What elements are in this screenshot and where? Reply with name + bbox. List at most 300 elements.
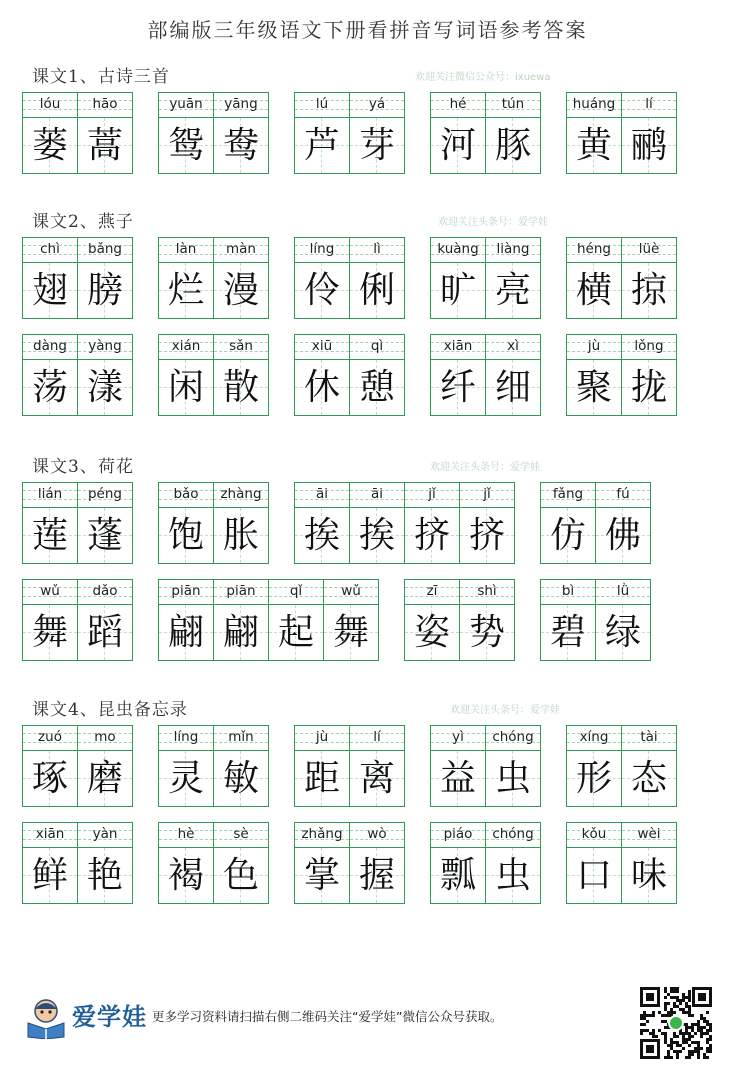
hanzi-character: 芽 bbox=[358, 125, 395, 166]
pinyin-line bbox=[23, 335, 77, 360]
pinyin-line bbox=[350, 93, 404, 118]
tianzige-grid bbox=[541, 508, 595, 563]
tianzige-grid bbox=[78, 263, 132, 318]
lesson-title: 课文2、燕子 bbox=[32, 212, 134, 232]
hanzi-character: 鹂 bbox=[630, 125, 667, 166]
pinyin-text: líng bbox=[173, 729, 199, 745]
word-box bbox=[158, 579, 379, 661]
pinyin-line bbox=[460, 483, 514, 508]
pinyin-text: āi bbox=[370, 486, 384, 502]
hanzi-character: 胀 bbox=[222, 515, 259, 556]
word-box bbox=[22, 237, 133, 319]
hanzi-character: 益 bbox=[439, 758, 476, 799]
character-cell bbox=[23, 726, 77, 806]
character-cell bbox=[295, 335, 349, 415]
tianzige-grid bbox=[431, 360, 485, 415]
hanzi-character: 仿 bbox=[549, 515, 586, 556]
hanzi-character: 艳 bbox=[86, 855, 123, 896]
pinyin-text: kǒu bbox=[581, 826, 607, 842]
word-box bbox=[158, 334, 269, 416]
word-box bbox=[430, 822, 541, 904]
character-cell bbox=[213, 823, 268, 903]
hanzi-character: 挨 bbox=[358, 515, 395, 556]
pinyin-line bbox=[23, 580, 77, 605]
pinyin-line bbox=[78, 238, 132, 263]
pinyin-text: héng bbox=[577, 241, 611, 257]
hanzi-character: 蒌 bbox=[31, 125, 68, 166]
hanzi-character: 碧 bbox=[549, 612, 586, 653]
pinyin-line bbox=[78, 483, 132, 508]
word-box bbox=[430, 334, 541, 416]
pinyin-text: xiān bbox=[35, 826, 65, 842]
pinyin-text: màn bbox=[226, 241, 256, 257]
character-cell bbox=[567, 93, 621, 173]
word-box bbox=[404, 579, 515, 661]
hanzi-character: 细 bbox=[494, 367, 531, 408]
word-box bbox=[22, 579, 133, 661]
hanzi-character: 舞 bbox=[31, 612, 68, 653]
character-cell bbox=[621, 726, 676, 806]
tianzige-grid bbox=[295, 360, 349, 415]
hanzi-character: 鸳 bbox=[167, 125, 204, 166]
pinyin-text: hāo bbox=[92, 96, 118, 112]
word-row bbox=[22, 92, 722, 174]
tianzige-grid bbox=[23, 605, 77, 660]
pinyin-text: mo bbox=[94, 729, 116, 745]
character-cell bbox=[621, 93, 676, 173]
word-box bbox=[566, 725, 677, 807]
tianzige-grid bbox=[622, 118, 676, 173]
tianzige-grid bbox=[324, 605, 378, 660]
tianzige-grid bbox=[460, 605, 514, 660]
tianzige-grid bbox=[214, 751, 268, 806]
word-row bbox=[22, 579, 722, 661]
hanzi-character: 敏 bbox=[222, 758, 259, 799]
character-cell bbox=[459, 483, 514, 563]
character-cell bbox=[485, 823, 540, 903]
pinyin-line bbox=[350, 726, 404, 751]
word-box bbox=[294, 482, 515, 564]
hanzi-character: 握 bbox=[358, 855, 395, 896]
watermark-text: 欢迎关注头条号：爱学娃 bbox=[438, 217, 548, 228]
character-cell bbox=[213, 335, 268, 415]
tianzige-grid bbox=[78, 118, 132, 173]
tianzige-grid bbox=[214, 118, 268, 173]
character-cell bbox=[77, 823, 132, 903]
pinyin-text: jǐ bbox=[483, 486, 491, 502]
tianzige-grid bbox=[23, 263, 77, 318]
character-cell bbox=[323, 580, 378, 660]
hanzi-character: 横 bbox=[575, 270, 612, 311]
word-box bbox=[566, 92, 677, 174]
character-cell bbox=[431, 335, 485, 415]
pinyin-text: zī bbox=[426, 583, 438, 599]
pinyin-text: sè bbox=[233, 826, 249, 842]
pinyin-text: lüè bbox=[638, 241, 660, 257]
pinyin-text: yàn bbox=[92, 826, 118, 842]
pinyin-text: bǎng bbox=[88, 241, 122, 257]
character-cell bbox=[621, 238, 676, 318]
tianzige-grid bbox=[159, 848, 213, 903]
character-cell bbox=[77, 335, 132, 415]
qr-code-icon[interactable] bbox=[638, 985, 714, 1061]
word-row bbox=[22, 237, 722, 319]
character-cell bbox=[295, 483, 349, 563]
hanzi-character: 琢 bbox=[31, 758, 68, 799]
hanzi-character: 姿 bbox=[413, 612, 450, 653]
character-cell bbox=[621, 823, 676, 903]
hanzi-character: 距 bbox=[303, 758, 340, 799]
pinyin-text: piān bbox=[171, 583, 201, 599]
pinyin-text: jǐ bbox=[428, 486, 436, 502]
pinyin-text: xíng bbox=[579, 729, 609, 745]
hanzi-character: 蒿 bbox=[86, 125, 123, 166]
pinyin-line bbox=[460, 580, 514, 605]
pinyin-text: yāng bbox=[224, 96, 258, 112]
character-cell bbox=[567, 238, 621, 318]
pinyin-text: lǜ bbox=[616, 583, 630, 599]
hanzi-character: 口 bbox=[575, 855, 612, 896]
pinyin-text: liàng bbox=[496, 241, 530, 257]
character-cell bbox=[23, 238, 77, 318]
pinyin-text: fǎng bbox=[552, 486, 584, 502]
pinyin-text: āi bbox=[315, 486, 329, 502]
character-cell bbox=[213, 483, 268, 563]
tianzige-grid bbox=[567, 751, 621, 806]
character-cell bbox=[485, 238, 540, 318]
pinyin-line bbox=[596, 483, 650, 508]
tianzige-grid bbox=[214, 605, 268, 660]
character-cell bbox=[431, 823, 485, 903]
character-cell bbox=[159, 823, 213, 903]
hanzi-character: 掠 bbox=[630, 270, 667, 311]
pinyin-line bbox=[78, 726, 132, 751]
pinyin-line bbox=[622, 238, 676, 263]
tianzige-grid bbox=[78, 360, 132, 415]
pinyin-line bbox=[159, 726, 213, 751]
pinyin-text: yuān bbox=[169, 96, 203, 112]
pinyin-text: zhǎng bbox=[301, 826, 343, 842]
pinyin-text: mǐn bbox=[228, 729, 254, 745]
pinyin-text: zhàng bbox=[220, 486, 262, 502]
character-cell bbox=[431, 93, 485, 173]
character-cell bbox=[23, 580, 77, 660]
lesson-section bbox=[22, 452, 722, 676]
pinyin-line bbox=[486, 823, 540, 848]
hanzi-character: 褐 bbox=[167, 855, 204, 896]
watermark-text: 欢迎关注头条号：爱学娃 bbox=[430, 462, 540, 473]
character-cell bbox=[485, 726, 540, 806]
pinyin-text: piáo bbox=[443, 826, 473, 842]
character-cell bbox=[77, 726, 132, 806]
character-cell bbox=[77, 93, 132, 173]
pinyin-line bbox=[405, 483, 459, 508]
hanzi-character: 拢 bbox=[630, 367, 667, 408]
pinyin-line bbox=[214, 93, 268, 118]
lesson-title: 课文1、古诗三首 bbox=[32, 67, 170, 87]
tianzige-grid bbox=[159, 751, 213, 806]
character-cell bbox=[295, 238, 349, 318]
pinyin-text: lì bbox=[373, 241, 381, 257]
hanzi-character: 蹈 bbox=[86, 612, 123, 653]
pinyin-text: xiū bbox=[311, 338, 333, 354]
pinyin-line bbox=[567, 335, 621, 360]
pinyin-text: shì bbox=[477, 583, 497, 599]
tianzige-grid bbox=[350, 751, 404, 806]
hanzi-character: 闲 bbox=[167, 367, 204, 408]
footer bbox=[0, 985, 735, 1045]
pinyin-line bbox=[622, 823, 676, 848]
character-cell bbox=[23, 335, 77, 415]
pinyin-text: bì bbox=[561, 583, 575, 599]
hanzi-character: 鸯 bbox=[222, 125, 259, 166]
character-cell bbox=[567, 335, 621, 415]
pinyin-line bbox=[78, 93, 132, 118]
word-box bbox=[540, 579, 651, 661]
hanzi-character: 鲜 bbox=[31, 855, 68, 896]
lesson-title: 课文3、荷花 bbox=[32, 457, 134, 477]
pinyin-text: wèi bbox=[637, 826, 661, 842]
character-cell bbox=[349, 93, 404, 173]
pinyin-text: yá bbox=[368, 96, 386, 112]
tianzige-grid bbox=[23, 751, 77, 806]
hanzi-character: 豚 bbox=[494, 125, 531, 166]
tianzige-grid bbox=[431, 848, 485, 903]
pinyin-text: sǎn bbox=[229, 338, 253, 354]
pinyin-line bbox=[214, 335, 268, 360]
tianzige-grid bbox=[159, 118, 213, 173]
pinyin-line bbox=[350, 238, 404, 263]
pinyin-text: líng bbox=[309, 241, 335, 257]
pinyin-line bbox=[295, 93, 349, 118]
tianzige-grid bbox=[486, 118, 540, 173]
pinyin-text: chóng bbox=[492, 729, 534, 745]
hanzi-character: 休 bbox=[303, 367, 340, 408]
tianzige-grid bbox=[567, 360, 621, 415]
hanzi-character: 伶 bbox=[303, 270, 340, 311]
pinyin-text: zuó bbox=[38, 729, 62, 745]
pinyin-text: làn bbox=[175, 241, 197, 257]
tianzige-grid bbox=[78, 848, 132, 903]
pinyin-text: wò bbox=[367, 826, 387, 842]
pinyin-text: péng bbox=[87, 486, 122, 502]
pinyin-line bbox=[486, 726, 540, 751]
footer-text: 更多学习资料请扫描右侧二维码关注“爱学娃”微信公众号获取。 bbox=[152, 1009, 503, 1024]
hanzi-character: 舞 bbox=[332, 612, 369, 653]
hanzi-character: 虫 bbox=[494, 855, 531, 896]
tianzige-grid bbox=[622, 263, 676, 318]
hanzi-character: 磨 bbox=[86, 758, 123, 799]
tianzige-grid bbox=[159, 605, 213, 660]
pinyin-line bbox=[567, 238, 621, 263]
character-cell bbox=[77, 580, 132, 660]
pinyin-line bbox=[596, 580, 650, 605]
pinyin-line bbox=[214, 726, 268, 751]
tianzige-grid bbox=[78, 508, 132, 563]
pinyin-line bbox=[486, 93, 540, 118]
tianzige-grid bbox=[405, 605, 459, 660]
pinyin-line bbox=[350, 335, 404, 360]
pinyin-text: qǐ bbox=[289, 583, 303, 599]
pinyin-text: jù bbox=[587, 338, 601, 354]
tianzige-grid bbox=[214, 848, 268, 903]
word-box bbox=[294, 92, 405, 174]
character-cell bbox=[159, 238, 213, 318]
pinyin-line bbox=[567, 823, 621, 848]
pinyin-text: tún bbox=[501, 96, 525, 112]
tianzige-grid bbox=[78, 605, 132, 660]
tianzige-grid bbox=[295, 263, 349, 318]
hanzi-character: 色 bbox=[222, 855, 259, 896]
pinyin-text: lú bbox=[315, 96, 329, 112]
word-box bbox=[294, 822, 405, 904]
character-cell bbox=[405, 580, 459, 660]
hanzi-character: 纤 bbox=[439, 367, 476, 408]
pinyin-line bbox=[214, 238, 268, 263]
character-cell bbox=[268, 580, 323, 660]
hanzi-character: 芦 bbox=[303, 125, 340, 166]
character-cell bbox=[567, 726, 621, 806]
hanzi-character: 翅 bbox=[31, 270, 68, 311]
hanzi-character: 形 bbox=[575, 758, 612, 799]
pinyin-line bbox=[350, 823, 404, 848]
word-box bbox=[22, 334, 133, 416]
tianzige-grid bbox=[214, 360, 268, 415]
character-cell bbox=[485, 335, 540, 415]
tianzige-grid bbox=[460, 508, 514, 563]
pinyin-line bbox=[159, 483, 213, 508]
watermark-text: 欢迎关注头条号：爱学娃 bbox=[450, 705, 560, 716]
lesson-title: 课文4、昆虫备忘录 bbox=[32, 700, 188, 720]
hanzi-character: 烂 bbox=[167, 270, 204, 311]
pinyin-line bbox=[431, 823, 485, 848]
character-cell bbox=[595, 580, 650, 660]
pinyin-line bbox=[431, 726, 485, 751]
pinyin-text: kuàng bbox=[437, 241, 479, 257]
hanzi-character: 旷 bbox=[439, 270, 476, 311]
hanzi-character: 虫 bbox=[494, 758, 531, 799]
hanzi-character: 散 bbox=[222, 367, 259, 408]
tianzige-grid bbox=[567, 848, 621, 903]
word-row bbox=[22, 725, 722, 807]
character-cell bbox=[159, 335, 213, 415]
pinyin-line bbox=[269, 580, 323, 605]
hanzi-character: 莲 bbox=[31, 515, 68, 556]
hanzi-character: 漫 bbox=[222, 270, 259, 311]
hanzi-character: 灵 bbox=[167, 758, 204, 799]
hanzi-character: 离 bbox=[358, 758, 395, 799]
character-cell bbox=[23, 93, 77, 173]
hanzi-character: 憩 bbox=[358, 367, 395, 408]
hanzi-character: 挨 bbox=[303, 515, 340, 556]
brand-name: 爱学娃 bbox=[72, 1003, 147, 1031]
tianzige-grid bbox=[350, 508, 404, 563]
pinyin-line bbox=[295, 238, 349, 263]
pinyin-line bbox=[431, 93, 485, 118]
lesson-section bbox=[22, 62, 722, 189]
pinyin-text: yàng bbox=[88, 338, 122, 354]
pinyin-line bbox=[295, 726, 349, 751]
hanzi-character: 翩 bbox=[222, 612, 259, 653]
tianzige-grid bbox=[214, 263, 268, 318]
pinyin-line bbox=[159, 93, 213, 118]
pinyin-text: xiān bbox=[443, 338, 473, 354]
pinyin-line bbox=[431, 335, 485, 360]
word-box bbox=[158, 237, 269, 319]
hanzi-character: 掌 bbox=[303, 855, 340, 896]
pinyin-line bbox=[214, 483, 268, 508]
character-cell bbox=[213, 238, 268, 318]
word-box bbox=[294, 334, 405, 416]
pinyin-text: lóu bbox=[39, 96, 61, 112]
word-box bbox=[540, 482, 651, 564]
pinyin-text: dǎo bbox=[92, 583, 118, 599]
tianzige-grid bbox=[350, 848, 404, 903]
pinyin-line bbox=[159, 823, 213, 848]
pinyin-line bbox=[23, 238, 77, 263]
word-row bbox=[22, 482, 722, 564]
pinyin-line bbox=[159, 580, 213, 605]
tianzige-grid bbox=[431, 118, 485, 173]
pinyin-text: yì bbox=[452, 729, 464, 745]
word-box bbox=[22, 822, 133, 904]
hanzi-character: 荡 bbox=[31, 367, 68, 408]
page-title: 部编版三年级语文下册看拼音写词语参考答案 bbox=[147, 18, 588, 42]
character-cell bbox=[567, 823, 621, 903]
pinyin-line bbox=[567, 726, 621, 751]
character-cell bbox=[349, 335, 404, 415]
tianzige-grid bbox=[23, 508, 77, 563]
pinyin-line bbox=[350, 483, 404, 508]
pinyin-line bbox=[159, 335, 213, 360]
tianzige-grid bbox=[23, 848, 77, 903]
pinyin-text: hé bbox=[449, 96, 467, 112]
pinyin-line bbox=[567, 93, 621, 118]
pinyin-line bbox=[486, 238, 540, 263]
pinyin-text: xián bbox=[171, 338, 201, 354]
tianzige-grid bbox=[350, 263, 404, 318]
pinyin-text: xì bbox=[507, 338, 519, 354]
character-cell bbox=[485, 93, 540, 173]
character-cell bbox=[23, 823, 77, 903]
mascot-reading-book-icon bbox=[24, 995, 68, 1039]
pinyin-text: bǎo bbox=[173, 486, 199, 502]
word-box bbox=[158, 92, 269, 174]
word-box bbox=[566, 237, 677, 319]
character-cell bbox=[77, 483, 132, 563]
hanzi-character: 黄 bbox=[575, 125, 612, 166]
hanzi-character: 态 bbox=[630, 758, 667, 799]
pinyin-line bbox=[214, 580, 268, 605]
pinyin-line bbox=[622, 335, 676, 360]
tianzige-grid bbox=[431, 263, 485, 318]
tianzige-grid bbox=[486, 263, 540, 318]
tianzige-grid bbox=[159, 360, 213, 415]
character-cell bbox=[213, 580, 268, 660]
tianzige-grid bbox=[295, 848, 349, 903]
pinyin-line bbox=[159, 238, 213, 263]
character-cell bbox=[349, 823, 404, 903]
character-cell bbox=[213, 726, 268, 806]
pinyin-line bbox=[622, 93, 676, 118]
tianzige-grid bbox=[23, 118, 77, 173]
pinyin-line bbox=[295, 335, 349, 360]
hanzi-character: 饱 bbox=[167, 515, 204, 556]
tianzige-grid bbox=[405, 508, 459, 563]
word-box bbox=[566, 334, 677, 416]
tianzige-grid bbox=[295, 118, 349, 173]
tianzige-grid bbox=[622, 848, 676, 903]
